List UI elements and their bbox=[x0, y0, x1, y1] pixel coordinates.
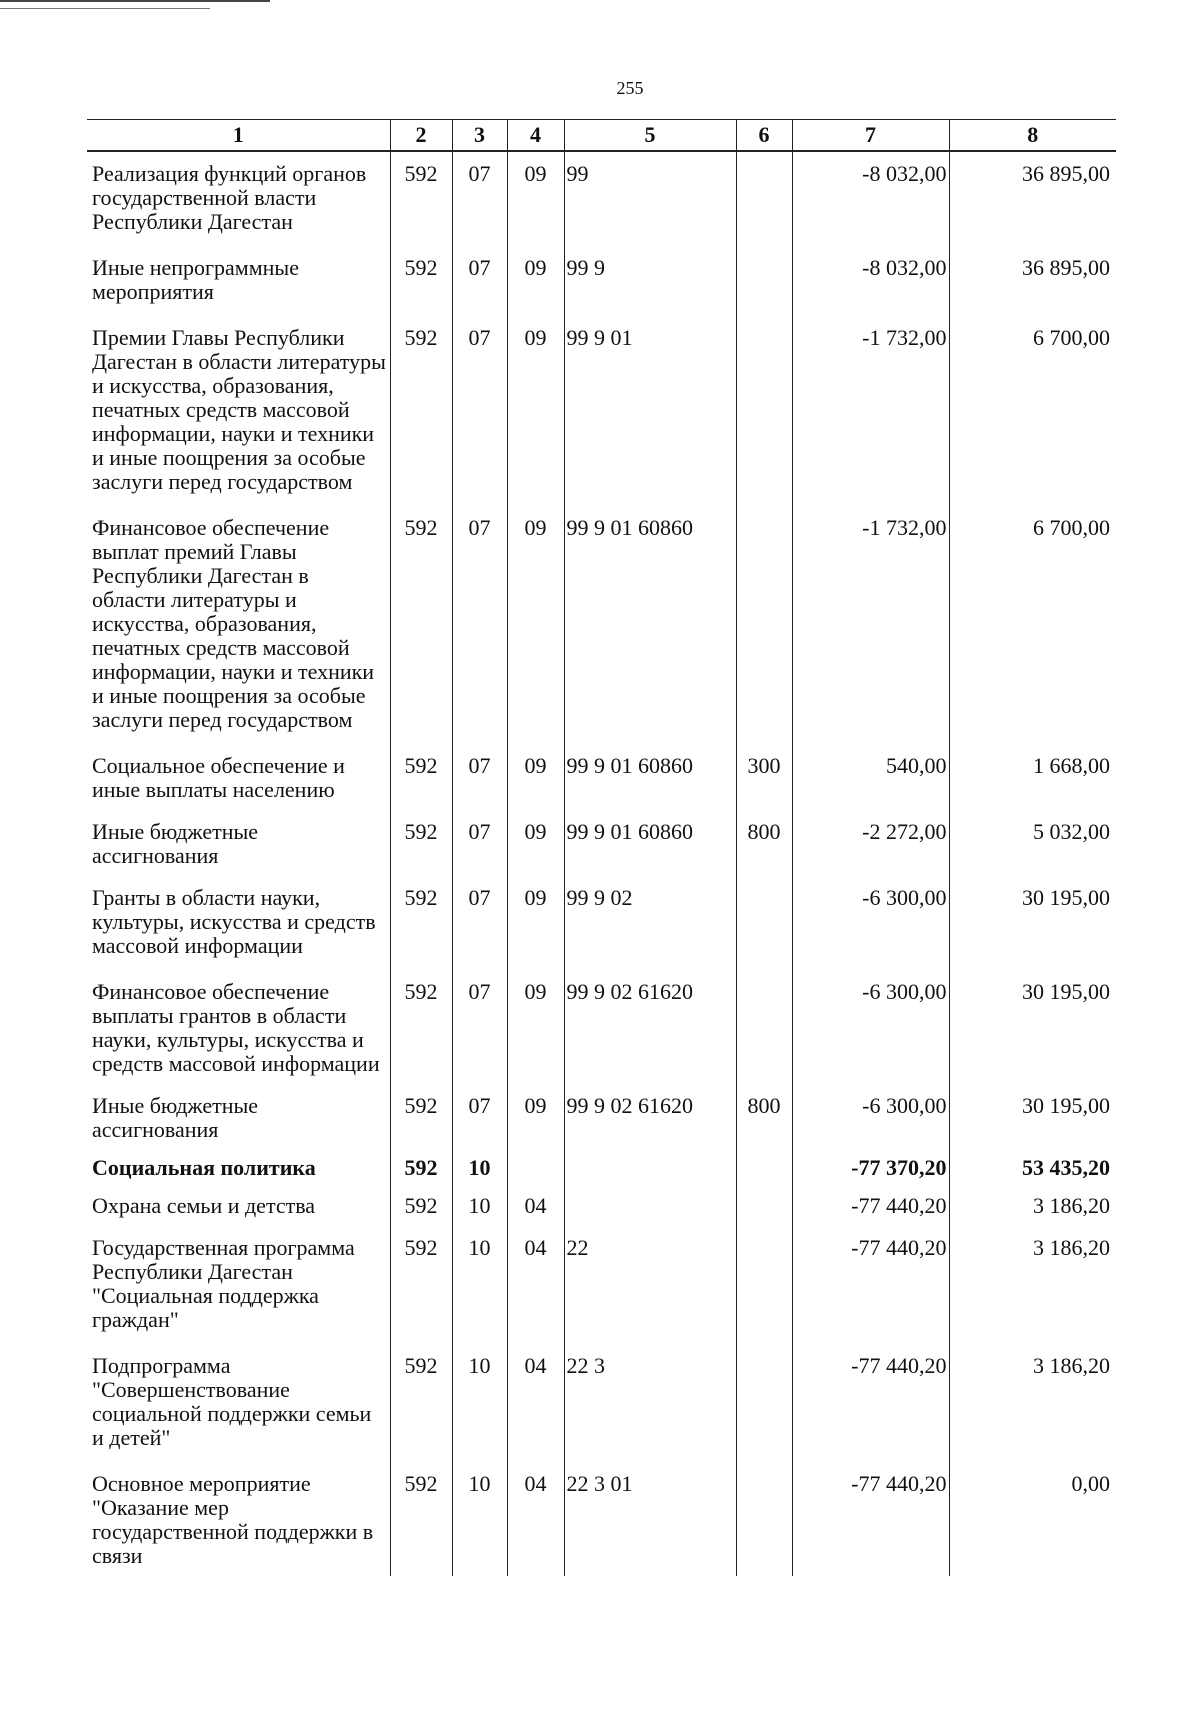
row-target-article-code: 99 9 01 60860 bbox=[564, 506, 736, 744]
row-section-code: 07 bbox=[452, 246, 507, 316]
row-total-amount: 30 195,00 bbox=[949, 970, 1116, 1088]
scan-edge-line-secondary bbox=[0, 8, 210, 9]
row-ved-code: 592 bbox=[390, 1344, 452, 1462]
row-section-code: 07 bbox=[452, 814, 507, 876]
row-subsection-code: 09 bbox=[507, 744, 564, 814]
table-row bbox=[87, 151, 1116, 246]
scan-edge-line bbox=[0, 0, 270, 2]
row-section-code: 10 bbox=[452, 1150, 507, 1188]
row-subsection-code: 09 bbox=[507, 316, 564, 506]
row-change-amount: -8 032,00 bbox=[792, 151, 949, 246]
header-col-1: 1 bbox=[87, 120, 390, 152]
row-change-amount: -77 440,20 bbox=[792, 1226, 949, 1344]
header-col-5: 5 bbox=[564, 120, 736, 152]
row-target-article-code: 22 bbox=[564, 1226, 736, 1344]
row-name: Иные бюджетные ассигнования bbox=[92, 819, 259, 868]
table-header-row bbox=[87, 120, 1116, 152]
row-subsection-code: 09 bbox=[507, 970, 564, 1088]
row-section-code: 07 bbox=[452, 970, 507, 1088]
row-section-code: 07 bbox=[452, 1088, 507, 1150]
table-row bbox=[87, 316, 1116, 506]
row-change-amount: -2 272,00 bbox=[792, 814, 949, 876]
row-name: Реализация функций органов государственной власти Республики Дагестан bbox=[92, 161, 367, 234]
table-row bbox=[87, 876, 1116, 970]
row-change-amount: -6 300,00 bbox=[792, 970, 949, 1088]
row-change-amount: -1 732,00 bbox=[792, 506, 949, 744]
row-total-amount: 6 700,00 bbox=[949, 506, 1116, 744]
row-ved-code: 592 bbox=[390, 1150, 452, 1188]
row-expense-type-code: 800 bbox=[736, 814, 792, 876]
row-subsection-code: 09 bbox=[507, 506, 564, 744]
table-row bbox=[87, 970, 1116, 1088]
header-col-6: 6 bbox=[736, 120, 792, 152]
row-ved-code: 592 bbox=[390, 970, 452, 1088]
row-ved-code: 592 bbox=[390, 814, 452, 876]
row-ved-code: 592 bbox=[390, 744, 452, 814]
row-ved-code: 592 bbox=[390, 1088, 452, 1150]
row-expense-type-code bbox=[736, 1150, 792, 1188]
row-ved-code: 592 bbox=[390, 1462, 452, 1576]
row-section-code: 07 bbox=[452, 316, 507, 506]
row-section-code: 07 bbox=[452, 506, 507, 744]
row-ved-code: 592 bbox=[390, 1226, 452, 1344]
table-row bbox=[87, 814, 1116, 876]
header-col-8: 8 bbox=[949, 120, 1116, 152]
row-target-article-code bbox=[564, 1150, 736, 1188]
row-name: Социальная политика bbox=[92, 1155, 316, 1180]
table-row bbox=[87, 1344, 1116, 1462]
row-expense-type-code bbox=[736, 1462, 792, 1576]
row-ved-code: 592 bbox=[390, 1188, 452, 1226]
row-change-amount: -77 440,20 bbox=[792, 1462, 949, 1576]
row-change-amount: -77 440,20 bbox=[792, 1344, 949, 1462]
row-name: Финансовое обеспечение выплат премий Главы Республики Дагестан в области литературы и искусства, образования, печатных средств массовой информации, науки и техники и иные поощрения за особые заслуги перед государством bbox=[92, 515, 375, 732]
row-expense-type-code: 800 bbox=[736, 1088, 792, 1150]
row-section-code: 07 bbox=[452, 744, 507, 814]
row-section-code: 10 bbox=[452, 1226, 507, 1344]
table-body bbox=[87, 151, 1116, 1576]
table-row bbox=[87, 1462, 1116, 1576]
row-total-amount: 3 186,20 bbox=[949, 1188, 1116, 1226]
budget-table bbox=[87, 119, 1116, 1576]
row-subsection-code: 04 bbox=[507, 1344, 564, 1462]
row-total-amount: 36 895,00 bbox=[949, 246, 1116, 316]
row-target-article-code: 99 9 02 61620 bbox=[564, 970, 736, 1088]
row-name: Подпрограмма "Совершенствование социальной поддержки семьи и детей" bbox=[92, 1353, 372, 1450]
row-expense-type-code bbox=[736, 316, 792, 506]
row-expense-type-code bbox=[736, 1344, 792, 1462]
page-number: 255 bbox=[616, 78, 644, 98]
header-col-4: 4 bbox=[507, 120, 564, 152]
row-expense-type-code bbox=[736, 1226, 792, 1344]
row-expense-type-code bbox=[736, 151, 792, 246]
header-col-7: 7 bbox=[792, 120, 949, 152]
row-expense-type-code bbox=[736, 876, 792, 970]
row-target-article-code: 99 bbox=[564, 151, 736, 246]
row-name: Гранты в области науки, культуры, искусства и средств массовой информации bbox=[92, 885, 376, 958]
row-target-article-code: 22 3 bbox=[564, 1344, 736, 1462]
row-target-article-code bbox=[564, 1188, 736, 1226]
row-name: Иные бюджетные ассигнования bbox=[92, 1093, 259, 1142]
row-section-code: 07 bbox=[452, 876, 507, 970]
row-total-amount: 6 700,00 bbox=[949, 316, 1116, 506]
row-subsection-code: 09 bbox=[507, 151, 564, 246]
row-section-code: 10 bbox=[452, 1344, 507, 1462]
row-ved-code: 592 bbox=[390, 246, 452, 316]
row-change-amount: -77 370,20 bbox=[792, 1150, 949, 1188]
table-row bbox=[87, 1188, 1116, 1226]
row-target-article-code: 99 9 bbox=[564, 246, 736, 316]
row-name: Охрана семьи и детства bbox=[92, 1193, 316, 1218]
row-name: Премии Главы Республики Дагестан в области литературы и искусства, образования, печатных средств массовой информации, науки и техники и иные поощрения за особые заслуги перед государством bbox=[92, 325, 386, 494]
row-total-amount: 3 186,20 bbox=[949, 1344, 1116, 1462]
row-target-article-code: 99 9 02 61620 bbox=[564, 1088, 736, 1150]
row-change-amount: -1 732,00 bbox=[792, 316, 949, 506]
row-target-article-code: 99 9 01 60860 bbox=[564, 814, 736, 876]
row-ved-code: 592 bbox=[390, 876, 452, 970]
table-row bbox=[87, 1226, 1116, 1344]
row-change-amount: -6 300,00 bbox=[792, 876, 949, 970]
row-name: Государственная программа Республики Дагестан "Социальная поддержка граждан" bbox=[92, 1235, 355, 1332]
table-row bbox=[87, 506, 1116, 744]
row-name: Основное мероприятие "Оказание мер государственной поддержки в связи bbox=[92, 1471, 374, 1568]
row-name: Финансовое обеспечение выплаты грантов в области науки, культуры, искусства и средств массовой информации bbox=[92, 979, 380, 1076]
table-row bbox=[87, 1150, 1116, 1188]
row-change-amount: 540,00 bbox=[792, 744, 949, 814]
row-section-code: 10 bbox=[452, 1462, 507, 1576]
header-col-3: 3 bbox=[452, 120, 507, 152]
row-section-code: 10 bbox=[452, 1188, 507, 1226]
row-total-amount: 3 186,20 bbox=[949, 1226, 1116, 1344]
row-total-amount: 36 895,00 bbox=[949, 151, 1116, 246]
row-total-amount: 30 195,00 bbox=[949, 1088, 1116, 1150]
row-target-article-code: 99 9 01 60860 bbox=[564, 744, 736, 814]
row-target-article-code: 22 3 01 bbox=[564, 1462, 736, 1576]
row-change-amount: -77 440,20 bbox=[792, 1188, 949, 1226]
row-total-amount: 5 032,00 bbox=[949, 814, 1116, 876]
row-expense-type-code bbox=[736, 1188, 792, 1226]
row-total-amount: 30 195,00 bbox=[949, 876, 1116, 970]
row-subsection-code: 09 bbox=[507, 1088, 564, 1150]
header-col-2: 2 bbox=[390, 120, 452, 152]
row-subsection-code: 09 bbox=[507, 246, 564, 316]
row-target-article-code: 99 9 02 bbox=[564, 876, 736, 970]
row-expense-type-code bbox=[736, 970, 792, 1088]
row-target-article-code: 99 9 01 bbox=[564, 316, 736, 506]
row-section-code: 07 bbox=[452, 151, 507, 246]
row-total-amount: 0,00 bbox=[949, 1462, 1116, 1576]
table-row bbox=[87, 1088, 1116, 1150]
row-change-amount: -8 032,00 bbox=[792, 246, 949, 316]
row-change-amount: -6 300,00 bbox=[792, 1088, 949, 1150]
row-expense-type-code bbox=[736, 246, 792, 316]
row-subsection-code: 04 bbox=[507, 1188, 564, 1226]
row-ved-code: 592 bbox=[390, 316, 452, 506]
row-name: Иные непрограммные мероприятия bbox=[92, 255, 299, 304]
row-total-amount: 1 668,00 bbox=[949, 744, 1116, 814]
row-subsection-code: 09 bbox=[507, 876, 564, 970]
row-expense-type-code: 300 bbox=[736, 744, 792, 814]
row-subsection-code bbox=[507, 1150, 564, 1188]
row-subsection-code: 09 bbox=[507, 814, 564, 876]
row-total-amount: 53 435,20 bbox=[949, 1150, 1116, 1188]
row-expense-type-code bbox=[736, 506, 792, 744]
row-ved-code: 592 bbox=[390, 151, 452, 246]
table-row bbox=[87, 246, 1116, 316]
row-name: Социальное обеспечение и иные выплаты населению bbox=[92, 753, 345, 802]
row-subsection-code: 04 bbox=[507, 1462, 564, 1576]
row-subsection-code: 04 bbox=[507, 1226, 564, 1344]
table-row bbox=[87, 744, 1116, 814]
row-ved-code: 592 bbox=[390, 506, 452, 744]
